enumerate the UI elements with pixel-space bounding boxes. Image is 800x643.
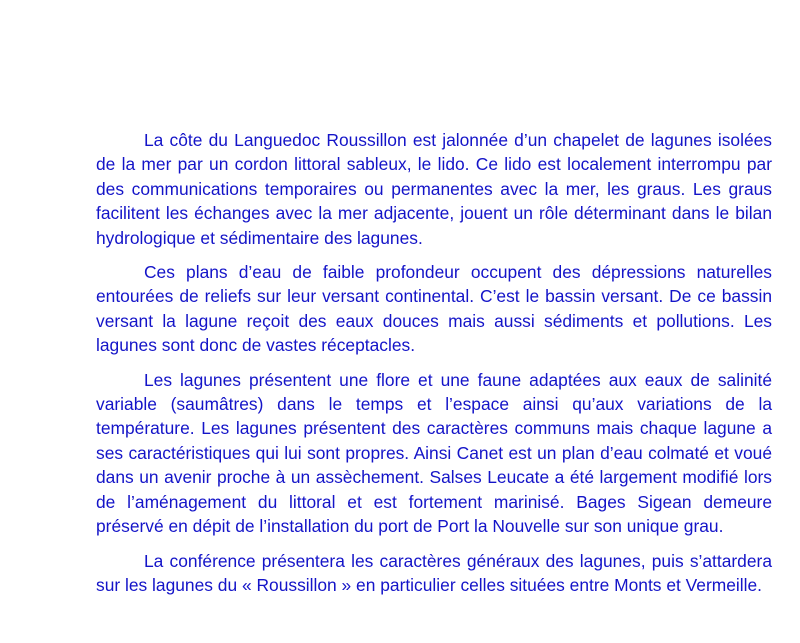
paragraph-lagunes-intro: La côte du Languedoc Roussillon est jalonnée d’un chapelet de lagunes isolées de la mer par un cordon littoral sableux, le lido. Ce lido est localement interrompu par des communications temporaires ou permanentes avec la mer, les graus. Les graus facilitent les échanges avec la mer adjacente, jouent un rôle déterminant dans le bilan hydrologique et sédimentaire des lagunes. (96, 130, 772, 248)
text-body (96, 128, 772, 607)
paragraph-conference: La conférence présentera les caractères généraux des lagunes, puis s’attardera sur les lagunes du « Roussillon » en particulier celles situées entre Monts et Vermeille. (96, 550, 772, 595)
paragraph-bassin-versant: Ces plans d’eau de faible profondeur occupent des dépressions naturelles entourées de reliefs sur leur versant continental. C’est le bassin versant. De ce bassin versant la lagune reçoit des eaux douces mais aussi sédiments et pollutions. Les lagunes sont donc de vastes réceptacles. (96, 262, 772, 356)
paragraph-flore-faune: Les lagunes présentent une flore et une faune adaptées aux eaux de salinité variable (saumâtres) dans le temps et l’espace ainsi qu’aux variations de la température. Les lagunes présentent des caractères communs mais chaque lagune a ses caractéristiques qui lui sont propres. Ainsi Canet est un plan d’eau colmaté et voué dans un avenir proche à un assèchement. Salses Leucate a été largement modifié lors de l’aménagement du littoral et est fortement marinisé. Bages Sigean demeure préservé en dépit de l’installation du port de Port la Nouvelle sur son unique grau. (96, 369, 772, 537)
